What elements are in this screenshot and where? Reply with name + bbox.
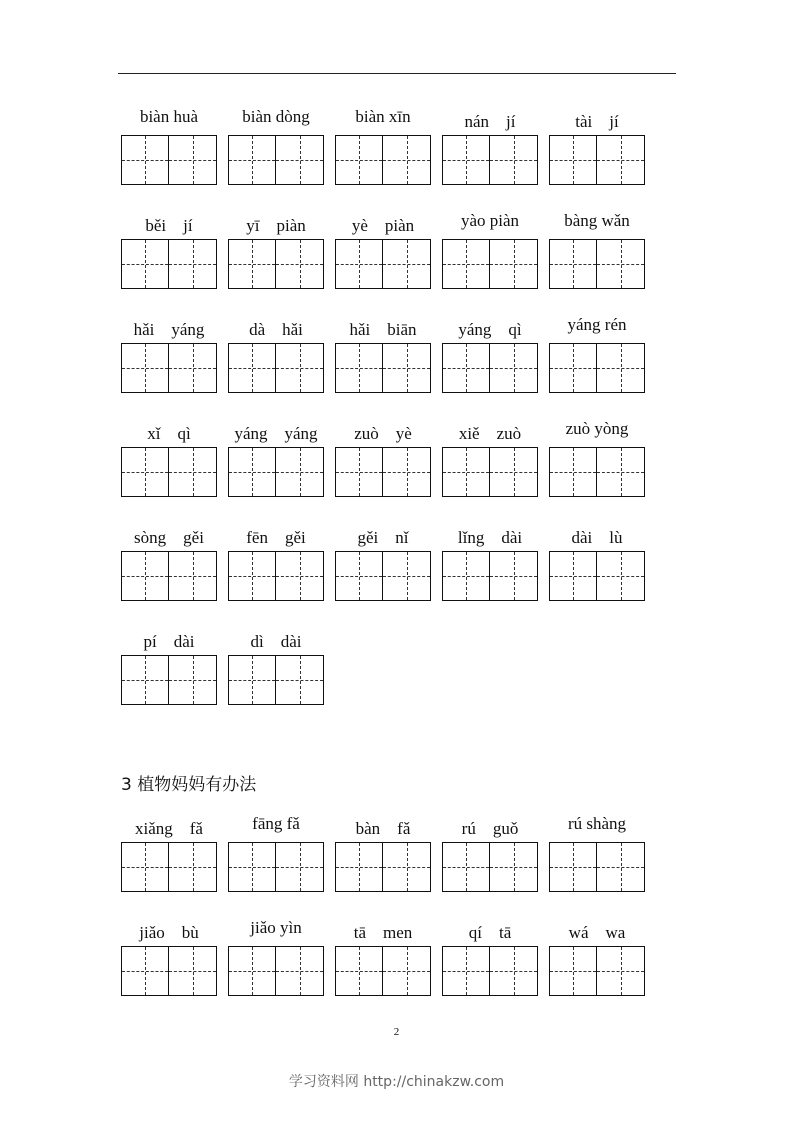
- pinyin-label: xǐ qì: [147, 424, 191, 443]
- tianzige-cell[interactable]: [442, 239, 490, 289]
- pinyin-label: rú guǒ: [461, 819, 519, 838]
- pinyin-label: biàn huà: [139, 107, 199, 126]
- tianzige-cell[interactable]: [121, 447, 169, 497]
- pinyin-label: fāng fǎ: [252, 814, 300, 833]
- pinyin-row: [121, 211, 661, 315]
- tianzige-cell[interactable]: [121, 946, 169, 996]
- pinyin-label: yè piàn: [351, 216, 415, 235]
- tianzige-cell[interactable]: [442, 842, 490, 892]
- tianzige-boxes: [228, 239, 324, 289]
- tianzige-cell[interactable]: [121, 655, 169, 705]
- tianzige-boxes: [121, 343, 217, 393]
- pinyin-label: dài lù: [571, 528, 623, 547]
- tianzige-cell[interactable]: [442, 946, 490, 996]
- tianzige-cell[interactable]: [335, 239, 383, 289]
- tianzige-cell[interactable]: [490, 946, 538, 996]
- tianzige-cell[interactable]: [597, 946, 645, 996]
- tianzige-cell[interactable]: [490, 239, 538, 289]
- tianzige-cell[interactable]: [276, 343, 324, 393]
- pinyin-writing-section-1: [121, 107, 661, 731]
- tianzige-boxes: [335, 551, 431, 601]
- tianzige-cell[interactable]: [335, 842, 383, 892]
- tianzige-boxes: [228, 842, 324, 892]
- pinyin-label: pí dài: [143, 632, 195, 651]
- tianzige-boxes: [442, 946, 538, 996]
- tianzige-cell[interactable]: [228, 842, 276, 892]
- pinyin-label: rú shàng: [567, 814, 627, 833]
- tianzige-cell[interactable]: [383, 343, 431, 393]
- tianzige-cell[interactable]: [228, 655, 276, 705]
- pinyin-writing-section-2: [121, 814, 661, 1022]
- tianzige-cell[interactable]: [169, 343, 217, 393]
- tianzige-cell[interactable]: [383, 239, 431, 289]
- pinyin-label: xiǎng fǎ: [135, 819, 203, 838]
- tianzige-cell[interactable]: [383, 551, 431, 601]
- pinyin-label: yáng rén: [567, 315, 627, 334]
- pinyin-label: biàn dòng: [242, 107, 310, 126]
- tianzige-cell[interactable]: [276, 551, 324, 601]
- pinyin-label: qí tā: [468, 923, 512, 942]
- tianzige-cell[interactable]: [121, 135, 169, 185]
- tianzige-cell[interactable]: [490, 343, 538, 393]
- tianzige-cell[interactable]: [597, 135, 645, 185]
- pinyin-label: wá wa: [568, 923, 626, 942]
- tianzige-cell[interactable]: [549, 946, 597, 996]
- tianzige-boxes: [335, 842, 431, 892]
- tianzige-cell[interactable]: [169, 551, 217, 601]
- tianzige-boxes: [442, 135, 538, 185]
- tianzige-cell[interactable]: [169, 655, 217, 705]
- tianzige-cell[interactable]: [383, 842, 431, 892]
- tianzige-cell[interactable]: [228, 551, 276, 601]
- tianzige-cell[interactable]: [442, 447, 490, 497]
- tianzige-boxes: [549, 447, 645, 497]
- pinyin-label: tài jí: [575, 112, 619, 131]
- tianzige-boxes: [549, 842, 645, 892]
- tianzige-cell[interactable]: [121, 343, 169, 393]
- pinyin-label: yī piàn: [246, 216, 306, 235]
- tianzige-boxes: [228, 135, 324, 185]
- tianzige-boxes: [228, 655, 324, 705]
- tianzige-cell[interactable]: [276, 447, 324, 497]
- tianzige-cell[interactable]: [121, 842, 169, 892]
- tianzige-boxes: [549, 343, 645, 393]
- tianzige-boxes: [442, 551, 538, 601]
- pinyin-row: [121, 814, 661, 918]
- tianzige-boxes: [442, 239, 538, 289]
- pinyin-label: jiǎo bù: [139, 923, 199, 942]
- tianzige-boxes: [335, 343, 431, 393]
- tianzige-boxes: [549, 551, 645, 601]
- tianzige-cell[interactable]: [228, 447, 276, 497]
- tianzige-cell[interactable]: [597, 842, 645, 892]
- tianzige-cell[interactable]: [383, 946, 431, 996]
- tianzige-cell[interactable]: [169, 135, 217, 185]
- tianzige-cell[interactable]: [442, 135, 490, 185]
- tianzige-cell[interactable]: [276, 655, 324, 705]
- pinyin-row: [121, 419, 661, 523]
- tianzige-boxes: [121, 946, 217, 996]
- tianzige-cell[interactable]: [490, 551, 538, 601]
- tianzige-cell[interactable]: [335, 946, 383, 996]
- pinyin-label: fēn gěi: [246, 528, 306, 547]
- tianzige-cell[interactable]: [228, 343, 276, 393]
- tianzige-cell[interactable]: [169, 946, 217, 996]
- tianzige-boxes: [442, 343, 538, 393]
- tianzige-boxes: [228, 447, 324, 497]
- tianzige-cell[interactable]: [383, 447, 431, 497]
- tianzige-cell[interactable]: [597, 551, 645, 601]
- tianzige-cell[interactable]: [335, 447, 383, 497]
- tianzige-cell[interactable]: [169, 239, 217, 289]
- pinyin-label: tā men: [353, 923, 413, 942]
- pinyin-label: yáng yáng: [234, 424, 318, 443]
- tianzige-cell[interactable]: [549, 551, 597, 601]
- pinyin-row: [121, 107, 661, 211]
- tianzige-cell[interactable]: [597, 343, 645, 393]
- tianzige-boxes: [442, 447, 538, 497]
- pinyin-label: yào piàn: [460, 211, 520, 230]
- tianzige-cell[interactable]: [490, 135, 538, 185]
- tianzige-cell[interactable]: [490, 842, 538, 892]
- tianzige-boxes: [549, 135, 645, 185]
- tianzige-cell[interactable]: [335, 343, 383, 393]
- tianzige-boxes: [121, 135, 217, 185]
- pinyin-label: dà hǎi: [249, 320, 303, 339]
- tianzige-cell[interactable]: [276, 946, 324, 996]
- pinyin-label: bàn fǎ: [355, 819, 411, 838]
- pinyin-label: zuò yè: [354, 424, 412, 443]
- tianzige-boxes: [121, 551, 217, 601]
- pinyin-label: zuò yòng: [565, 419, 629, 438]
- pinyin-label: hǎi biān: [349, 320, 417, 339]
- tianzige-cell[interactable]: [276, 135, 324, 185]
- tianzige-cell[interactable]: [335, 551, 383, 601]
- tianzige-boxes: [121, 842, 217, 892]
- tianzige-cell[interactable]: [549, 135, 597, 185]
- tianzige-boxes: [121, 447, 217, 497]
- tianzige-cell[interactable]: [597, 239, 645, 289]
- pinyin-label: biàn xīn: [355, 107, 411, 126]
- tianzige-cell[interactable]: [549, 239, 597, 289]
- tianzige-cell[interactable]: [549, 343, 597, 393]
- tianzige-boxes: [228, 946, 324, 996]
- header-rule: [118, 73, 676, 74]
- pinyin-label: nán jí: [464, 112, 516, 131]
- tianzige-boxes: [335, 447, 431, 497]
- footer-watermark: 学习资料网 http://chinakzw.com: [288, 1074, 505, 1090]
- tianzige-cell[interactable]: [228, 135, 276, 185]
- pinyin-label: dì dài: [250, 632, 302, 651]
- tianzige-cell[interactable]: [169, 447, 217, 497]
- pinyin-row: [121, 523, 661, 627]
- tianzige-boxes: [549, 946, 645, 996]
- pinyin-row: [121, 918, 661, 1022]
- pinyin-label: gěi nǐ: [357, 528, 409, 547]
- tianzige-cell[interactable]: [442, 551, 490, 601]
- tianzige-boxes: [121, 655, 217, 705]
- tianzige-boxes: [549, 239, 645, 289]
- tianzige-cell[interactable]: [169, 842, 217, 892]
- tianzige-cell[interactable]: [442, 343, 490, 393]
- tianzige-cell[interactable]: [549, 842, 597, 892]
- tianzige-cell[interactable]: [335, 135, 383, 185]
- tianzige-boxes: [335, 946, 431, 996]
- pinyin-label: sòng gěi: [134, 528, 204, 547]
- pinyin-row: [121, 627, 661, 731]
- pinyin-label: lǐng dài: [457, 528, 523, 547]
- tianzige-cell[interactable]: [276, 842, 324, 892]
- tianzige-boxes: [335, 239, 431, 289]
- tianzige-cell[interactable]: [549, 447, 597, 497]
- pinyin-label: hǎi yáng: [133, 320, 205, 339]
- pinyin-row: [121, 315, 661, 419]
- lesson-heading: 3 植物妈妈有办法: [121, 775, 257, 795]
- tianzige-cell[interactable]: [121, 551, 169, 601]
- tianzige-boxes: [121, 239, 217, 289]
- tianzige-boxes: [335, 135, 431, 185]
- tianzige-boxes: [442, 842, 538, 892]
- tianzige-cell[interactable]: [228, 239, 276, 289]
- page-number: 2: [393, 1026, 400, 1038]
- tianzige-boxes: [228, 551, 324, 601]
- tianzige-boxes: [228, 343, 324, 393]
- pinyin-label: bàng wǎn: [564, 211, 630, 230]
- tianzige-cell[interactable]: [228, 946, 276, 996]
- tianzige-cell[interactable]: [383, 135, 431, 185]
- pinyin-label: jiǎo yìn: [250, 918, 302, 937]
- pinyin-label: xiě zuò: [458, 424, 522, 443]
- tianzige-cell[interactable]: [597, 447, 645, 497]
- pinyin-label: yáng qì: [458, 320, 522, 339]
- tianzige-cell[interactable]: [276, 239, 324, 289]
- tianzige-cell[interactable]: [121, 239, 169, 289]
- tianzige-cell[interactable]: [490, 447, 538, 497]
- pinyin-label: běi jí: [145, 216, 193, 235]
